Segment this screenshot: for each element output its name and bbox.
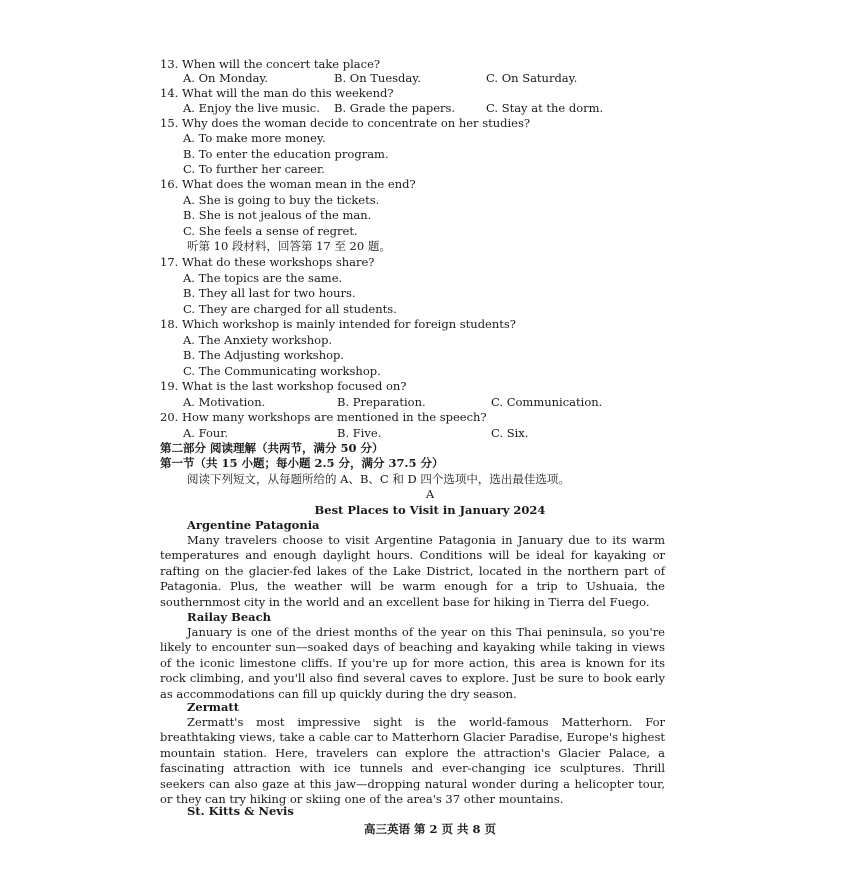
section-text-railay: January is one of the driest months of the year on this Thai peninsula, so you're likely to encounter sun—soaked days of beaching and kayaking while taking in views of the iconic limestone cliffs. If you're up for more action, this area is known for its rock climbing, and you'll also find several caves to explore. Just be sure to book early as accommodations can fill up quickly during the dry season.: [160, 625, 665, 701]
question-20-stem: 20. How many workshops are mentioned in the speech?: [160, 410, 487, 424]
question-13-option-a: A. On Monday.: [183, 71, 269, 85]
question-13-stem: 13. When will the concert take place?: [160, 57, 381, 71]
listening-instruction: 听第 10 段材料，回答第 17 至 20 题。: [187, 239, 391, 253]
question-17-stem: 17. What do these workshops share?: [160, 255, 375, 269]
question-19-option-c: C. Communication.: [491, 395, 603, 409]
question-19-option-b: B. Preparation.: [337, 395, 426, 409]
section-heading-zermatt: Zermatt: [187, 700, 240, 714]
question-18-option-a: A. The Anxiety workshop.: [183, 333, 333, 347]
question-18-option-c: C. The Communicating workshop.: [183, 364, 381, 378]
question-14-option-c: C. Stay at the dorm.: [486, 101, 604, 115]
page-footer: 高三英语 第 2 页 共 8 页: [363, 822, 497, 836]
question-16-option-a: A. She is going to buy the tickets.: [183, 193, 380, 207]
section-heading-st-kitts: St. Kitts & Nevis: [187, 804, 294, 818]
passage-letter: A: [425, 487, 435, 501]
section-text-patagonia: Many travelers choose to visit Argentine Patagonia in January due to its warm temperatures and enough daylight hours. Conditions will be ideal for kayaking or rafting on the glacier-fed lakes of the Lake District, located in the northern part of Patagonia. Plus, the weather will be warm enough for a trip to Ushuaia, the southernmost city in the world and an excellent base for hiking in Tierra del Fuego.: [160, 533, 665, 609]
question-15-option-a: A. To make more money.: [183, 131, 326, 145]
question-16-option-c: C. She feels a sense of regret.: [183, 224, 358, 238]
question-17-option-a: A. The topics are the same.: [183, 271, 343, 285]
question-17-option-b: B. They all last for two hours.: [183, 286, 356, 300]
question-15-option-c: C. To further her career.: [183, 162, 325, 176]
question-13-option-b: B. On Tuesday.: [334, 71, 421, 85]
question-20-option-a: A. Four.: [183, 426, 229, 440]
section1-heading: 第一节（共 15 小题；每小题 2.5 分，满分 37.5 分）: [160, 456, 444, 470]
question-16-stem: 16. What does the woman mean in the end?: [160, 177, 416, 191]
passage-title: Best Places to Visit in January 2024: [314, 503, 546, 517]
question-15-stem: 15. Why does the woman decide to concentrate on her studies?: [160, 116, 531, 130]
question-14-option-a: A. Enjoy the live music.: [183, 101, 320, 115]
section-heading-patagonia: Argentine Patagonia: [187, 518, 320, 532]
question-16-option-b: B. She is not jealous of the man.: [183, 208, 372, 222]
section-text-zermatt: Zermatt's most impressive sight is the world-famous Matterhorn. For breathtaking views, take a cable car to Matterhorn Glacier Paradise, Europe's highest mountain station. Here, travelers can explore the attraction's Glacier Palace, a fascinating attraction with ice tunnels and ever-changing ice sculptures. Thrill seekers can also gaze at this jaw—dropping natural wonder during a helicopter tour, or they can try hiking or skiing one of the area's 37 other mountains.: [160, 715, 665, 807]
question-18-option-b: B. The Adjusting workshop.: [183, 348, 345, 362]
question-20-option-c: C. Six.: [491, 426, 529, 440]
question-13-option-c: C. On Saturday.: [486, 71, 578, 85]
reading-instruction: 阅读下列短文，从每题所给的 A、B、C 和 D 四个选项中，选出最佳选项。: [187, 472, 570, 486]
question-15-option-b: B. To enter the education program.: [183, 147, 389, 161]
question-20-option-b: B. Five.: [337, 426, 382, 440]
question-19-stem: 19. What is the last workshop focused on?: [160, 379, 407, 393]
question-14-option-b: B. Grade the papers.: [334, 101, 456, 115]
part2-heading: 第二部分 阅读理解（共两节，满分 50 分）: [160, 441, 384, 455]
question-14-stem: 14. What will the man do this weekend?: [160, 86, 394, 100]
question-17-option-c: C. They are charged for all students.: [183, 302, 397, 316]
section-heading-railay: Railay Beach: [187, 610, 271, 624]
question-19-option-a: A. Motivation.: [183, 395, 266, 409]
question-18-stem: 18. Which workshop is mainly intended for foreign students?: [160, 317, 516, 331]
